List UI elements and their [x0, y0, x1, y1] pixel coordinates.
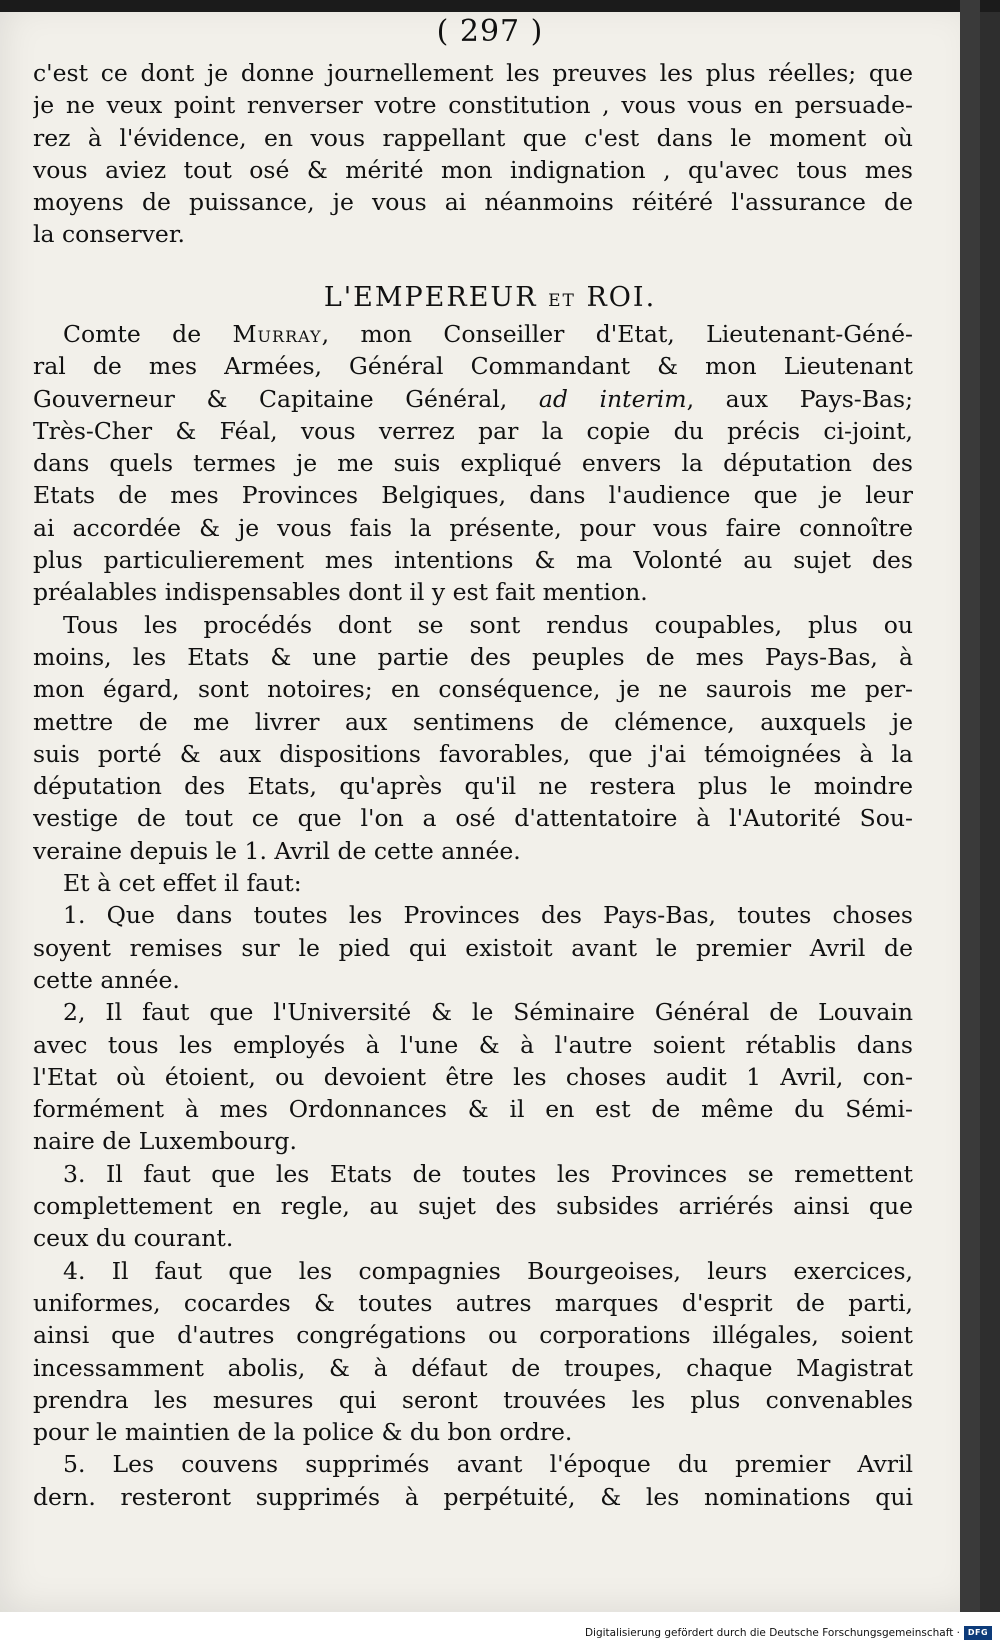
footer-credit: Digitalisierung gefördert durch die Deutsche Forschungsgemeinschaft · — [584, 1627, 960, 1639]
text-line: moyens de puissance, je vous ai néanmoins réitéré l'assurance de — [33, 188, 913, 217]
text-line: formément à mes Ordonnances & il en est de même du Sémi- — [33, 1095, 913, 1124]
text-line: rez à l'évidence, en vous rappellant que c'est dans le moment où — [33, 123, 913, 152]
text-line: prendra les mesures qui seront trouvées les plus convenables — [33, 1385, 913, 1414]
text-line: naire de Luxembourg. — [33, 1127, 297, 1156]
text-line: vous aviez tout osé & mérité mon indignation , qu'avec tous mes — [33, 155, 913, 184]
text-line: Très-Cher & Féal, vous verrez par la copie du précis ci-joint, — [33, 416, 913, 445]
text-line: Et à cet effet il faut: — [63, 869, 302, 898]
text-line: préalables indispensables dont il y est fait mention. — [33, 578, 648, 607]
salutation-prefix: Comte de — [63, 320, 233, 348]
text-line: Etats de mes Provinces Belgiques, dans l'audience que je leur — [33, 481, 913, 510]
text-line: plus particulierement mes intentions & ma Volonté au sujet des — [33, 546, 913, 575]
text-line: 3. Il faut que les Etats de toutes les Provinces se remettent — [63, 1159, 913, 1188]
digitization-footer — [0, 1612, 1000, 1651]
text-line: cette année. — [33, 965, 180, 994]
text-line: uniformes, cocardes & toutes autres marques d'esprit de parti, — [33, 1288, 913, 1317]
text-fragment: Gouverneur & Capitaine Général, — [33, 384, 508, 413]
letter-heading — [0, 282, 980, 313]
text-line: dans quels termes je me suis expliqué envers la députation des — [33, 449, 913, 478]
text-fragment: , aux Pays-Bas; — [686, 384, 913, 413]
heading-emperor: L'EMPEREUR — [323, 282, 538, 313]
text-line: mettre de me livrer aux sentimens de clémence, auxquels je — [33, 707, 913, 736]
intro-paragraph — [33, 57, 913, 251]
text-line — [33, 383, 913, 415]
text-line: la conserver. — [33, 220, 185, 249]
text-line: ral de mes Armées, Général Commandant & mon Lieutenant — [33, 352, 913, 381]
salutation-rest: , mon Conseiller d'Etat, Lieutenant-Géné- — [321, 320, 913, 348]
text-line: députation des Etats, qu'après qu'il ne restera plus le moindre — [33, 772, 913, 801]
scan-top-edge — [0, 0, 1000, 12]
text-line: je ne veux point renverser votre constitution , vous vous en persuade- — [33, 91, 913, 120]
salutation-line — [33, 318, 913, 350]
ad-interim-italic: ad interim — [538, 384, 687, 413]
text-line: 1. Que dans toutes les Provinces des Pays-Bas, toutes choses — [63, 901, 913, 930]
heading-roi: ROI. — [586, 282, 657, 313]
text-line: veraine depuis le 1. Avril de cette année. — [33, 836, 521, 865]
text-line: c'est ce dont je donne journellement les preuves les plus réelles; que — [33, 59, 913, 87]
text-line: ceux du courant. — [33, 1224, 234, 1253]
scan-right-edge — [960, 0, 980, 1612]
text-line: pour le maintien de la police & du bon ordre. — [33, 1418, 573, 1447]
text-line: vestige de tout ce que l'on a osé d'attentatoire à l'Autorité Sou- — [33, 804, 913, 833]
salutation-name: Murray — [232, 320, 322, 348]
text-line: Tous les procédés dont se sont rendus coupables, plus ou — [63, 610, 913, 639]
text-line: avec tous les employés à l'une & à l'autre soient rétablis dans — [33, 1030, 913, 1059]
text-line: suis porté & aux dispositions favorables, que j'ai témoignées à la — [33, 739, 913, 768]
text-line: ai accordée & je vous fais la présente, pour vous faire connoître — [33, 513, 913, 542]
text-line: 5. Les couvens supprimés avant l'époque du premier Avril — [63, 1450, 913, 1479]
text-line: 4. Il faut que les compagnies Bourgeoises, leurs exercices, — [63, 1256, 913, 1285]
letter-body — [33, 318, 913, 1513]
text-line: 2, Il faut que l'Université & le Séminaire Général de Louvain — [63, 998, 913, 1027]
text-line: ainsi que d'autres congrégations ou corporations illégales, soient — [33, 1321, 913, 1350]
text-line: dern. resteront supprimés à perpétuité, & les nominations qui — [33, 1482, 913, 1511]
text-line: moins, les Etats & une partie des peuples de mes Pays-Bas, à — [33, 642, 913, 671]
text-line: l'Etat où étoient, ou devoient être les choses audit 1 Avril, con- — [33, 1062, 913, 1091]
page-number: ( 297 ) — [436, 14, 544, 49]
dfg-logo: DFG — [964, 1626, 992, 1640]
text-line: complettement en regle, au sujet des subsides arriérés ainsi que — [33, 1192, 913, 1221]
heading-et: ET — [548, 291, 576, 311]
text-line: incessamment abolis, & à défaut de troupes, chaque Magistrat — [33, 1353, 913, 1382]
text-line: soyent remises sur le pied qui existoit avant le premier Avril de — [33, 933, 913, 962]
text-line: mon égard, sont notoires; en conséquence, je ne saurois me per- — [33, 675, 913, 704]
